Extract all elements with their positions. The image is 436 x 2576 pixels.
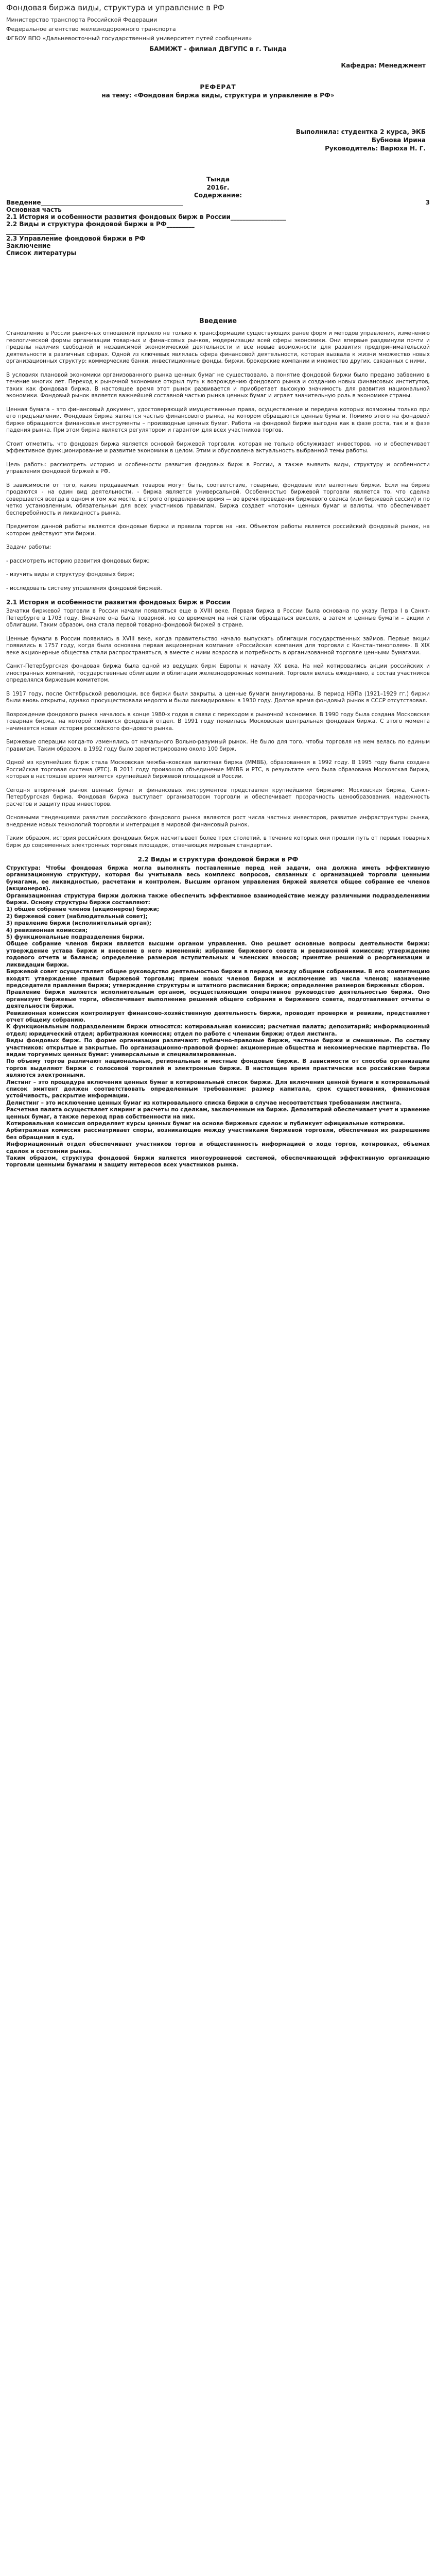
paragraph: В 1917 году, после Октябрьской революции, все биржи были закрыты, а ценные бумаги аннулированы. В период НЭПа (1921–1929 гг.) биржи были вновь открыты, однако просуществовали недолго и были ликвидированы в 1930 году. Долгое время фондовый рынок в СССР отсутствовал.	[6, 690, 430, 704]
paragraph: Задачи работы:	[6, 544, 51, 550]
toc-entry-text: Введение______________________________________________	[6, 199, 183, 206]
intro-body	[6, 330, 430, 592]
year: 2016г.	[206, 184, 230, 191]
paragraph: Котировальная комиссия определяет курсы ценных бумаг на основе биржевых сделок и публикует официальные котировки.	[6, 1121, 405, 1127]
paragraph: Информационный отдел обеспечивает участников торгов и общественность информацией о ходе торгов, котировках, объемах сделок и состоянии рынка.	[6, 1141, 430, 1155]
paragraph: Таким образом, история российских фондовых бирж насчитывает более трех столетий, в течение которых они прошли путь от первых товарных бирж до современных электронных торговых площадок, отвечающих мировым стандартам.	[6, 835, 430, 849]
toc-entry-text: 2.1 История и особенности развития фондовых бирж в России__________________	[6, 213, 286, 221]
paragraph: По объему торгов различают национальные, региональные и местные фондовые биржи. В зависимости от способа организации торгов выделяют биржи с голосовой торговлей и электронные биржи. В настоящее время практически все российские биржи являются электронными.	[6, 1058, 430, 1079]
paragraph: - исследовать систему управления фондовой биржей.	[6, 585, 162, 591]
paragraph: Становление в России рыночных отношений привело не только к трансформации существующих ранее форм и методов управления, изменению геологической формы организации товарных и финансовых рынков, модернизации всей сферы экономики. Они впервые раздвинули почти и пределы наличия свободной и независимой экономической деятельности и все новые возможности для развития предпринимательской деятельности в различных сферах. Одной из ключевых являлась сфера финансовой деятельности, которая вызвала к жизни множество новых организационных структур: коммерческие банки, инвестиционные фонды, биржи, брокерские компании и множество других, связанных с ними.	[6, 330, 430, 364]
document-topic: на тему: «Фондовая биржа виды, структура и управление в РФ»	[101, 92, 335, 99]
toc-entry-text: Список литературы	[6, 249, 77, 257]
toc-row	[6, 213, 430, 221]
toc-row	[6, 206, 430, 213]
section2-body	[6, 865, 430, 1169]
paragraph: Предметом данной работы являются фондовые биржи и правила торгов на них. Объектом работы является российский фондовый рынок, на котором действуют эти биржи.	[6, 523, 430, 537]
paragraph: 3) правление биржи (исполнительный орган);	[6, 920, 152, 927]
toc-row	[6, 242, 430, 249]
toc-entry-text: 2.2 Виды и структура фондовой биржи в РФ_________	[6, 221, 195, 228]
toc-entry-page: 3	[425, 199, 430, 206]
paragraph: Цель работы: рассмотреть историю и особенности развития фондовых бирж в России, а также выявить виды, структуру и особенности управления фондовой биржей в РФ.	[6, 461, 430, 474]
paragraph: Листинг – это процедура включения ценных бумаг в котировальный список биржи. Для включения ценной бумаги в котировальный список эмитент должен соответствовать определенным требованиям: размер капитала, срок существования, финансовая устойчивость, раскрытие информации.	[6, 1079, 430, 1099]
paragraph: Правление биржи является исполнительным органом, осуществляющим оперативное руководство деятельностью биржи. Оно организует биржевые торги, обеспечивает выполнение решений общего собрания и биржевого совета, подготавливает отчеты о деятельности биржи.	[6, 989, 430, 1010]
toc-entry-text: Заключение	[6, 242, 51, 249]
paragraph: Общее собрание членов биржи является высшим органом управления. Оно решает основные вопросы деятельности биржи: утверждение устава биржи и внесение в него изменений; избрание биржевого совета и ревизионной комиссии; утверждение годового отчета и баланса; определение размеров вступительных и членских взносов; принятие решений о реорганизации и ликвидации биржи.	[6, 941, 430, 968]
paragraph: Ревизионная комиссия контролирует финансово-хозяйственную деятельность биржи, проводит проверки и ревизии, представляет отчет общему собранию.	[6, 1010, 430, 1023]
agency-line: Федеральное агентство железнодорожного транспорта	[6, 26, 176, 32]
paragraph: Зачатки биржевой торговли в России начали появляться еще в XVIII веке. Первая биржа в России была основана по указу Петра I в Санкт-Петербурге в 1703 году. Вначале она была товарной, но со временем на ней стали обращаться векселя, а затем и ценные бумаги – акции и облигации. Таким образом, она стала первой товарно-фондовой биржей в стране.	[6, 608, 430, 628]
paragraph: Расчетная палата осуществляет клиринг и расчеты по сделкам, заключенным на бирже. Депозитарий обеспечивает учет и хранение ценных бумаг, а также переход прав собственности на них.	[6, 1107, 430, 1120]
section1-body	[6, 608, 430, 849]
paragraph: 1) общее собрание членов (акционеров) биржи;	[6, 906, 160, 913]
department-line: Кафедра: Менеджмент	[341, 62, 426, 69]
paragraph: В условиях плановой экономики организованного рынка ценных бумаг не существовало, а понятие фондовой биржи было предано забвению в течение многих лет. Переход к рыночной экономике открыл путь к возрождению фондового рынка и созданию новых финансовых институтов, таких как фондовая биржа. В настоящее время этот рынок развивается и приобретает высокую значимость для развития национальной экономики. Фондовый рынок является важнейшей составной частью рынка ценных бумаг и играет значительную роль в экономике страны.	[6, 371, 430, 399]
branch-line: БАМИЖТ - филиал ДВГУПС в г. Тында	[149, 45, 287, 53]
paragraph: Одной из крупнейших бирж стала Московская межбанковская валютная биржа (ММВБ), образованная в 1992 году. В 1995 году была создана Российская торговая система (РТС). В 2011 году произошло объединение ММВБ и РТС, в результате чего была образована Московская биржа, которая в настоящее время является крупнейшей биржевой площадкой в России.	[6, 759, 430, 779]
paragraph: В зависимости от того, какие продаваемых товаров могут быть, соответствие, товарные, фондовые или валютные биржи. Если на бирже продаются - на один вид деятельности, - биржа является универсальной. Особенностью биржевой торговли является то, что сделка совершается всегда в одном и том же месте, в строго определенное время — во время проведения биржевого сеанса (или биржевой сессии) и по четко установленным, обязательным для всех участников правилам. Биржа создает «потоки» ценных бумаг и валюты, что обеспечивает бесперебойность и ликвидность рынка.	[6, 482, 430, 516]
paragraph: К функциональным подразделениям биржи относятся: котировальная комиссия; расчетная палата; депозитарий; информационный отдел; юридический отдел; арбитражная комиссия; отдел по работе с членами биржи; отдел листинга.	[6, 1024, 430, 1037]
paragraph: Организационная структура биржи должна также обеспечить эффективное взаимодействие между различными подразделениями биржи. Основу структуры биржи составляют:	[6, 892, 430, 906]
table-of-contents	[6, 192, 430, 257]
paragraph: Сегодня вторичный рынок ценных бумаг и финансовых инструментов представлен крупнейшими биржами: Московская биржа, Санкт-Петербургская биржа. Фондовая биржа выступает организатором торговли и обеспечивает прозрачность ценообразования, надежность расчетов и защиту прав инвесторов.	[6, 787, 430, 807]
city: Тында	[206, 176, 230, 183]
paragraph: Арбитражная комиссия рассматривает споры, возникающие между участниками биржевой торговли, обеспечивая их разрешение без обращения в суд.	[6, 1127, 430, 1141]
document-type: РЕФЕРАТ	[200, 83, 236, 91]
paragraph: Санкт-Петербургская фондовая биржа была одной из ведущих бирж Европы к началу XX века. На ней котировались акции российских и иностранных компаний, государственные облигации и облигации железнодорожных компаний. Торговля велась ежедневно, а состав участников определялся биржевым комитетом.	[6, 663, 430, 683]
paragraph: Возрождение фондового рынка началось в конце 1980-х годов в связи с переходом к рыночной экономике. В 1990 году была создана Московская товарная биржа, на которой появился фондовый отдел. В 1991 году появилась Московская центральная фондовая биржа. С этого момента начинается новая история российского фондового рынка.	[6, 711, 430, 732]
paragraph: Ценные бумаги в России появились в XVIII веке, когда правительство начало выпускать облигации государственных займов. Первые акции появились в 1757 году, когда была основана первая акционерная компания «Российская компания для торговли с Константинополем». В XIX веке акционерные общества стали распространяться, а вместе с ними возросла и потребность в организованной торговле ценными бумагами.	[6, 635, 430, 656]
intro-heading: Введение	[199, 317, 237, 325]
ministry-line: Министерство транспорта Российской Федерации	[6, 16, 158, 23]
paragraph: Основными тенденциями развития российского фондового рынка являются рост числа частных инвесторов, развитие инфраструктуры рынка, внедрение новых технологий торговли и интеграция в мировой финансовый рынок.	[6, 815, 430, 828]
university-line: ФГБОУ ВПО «Дальневосточный государственный университет путей сообщения»	[6, 35, 252, 42]
paragraph: Виды фондовых бирж. По форме организации различают: публично-правовые биржи, частные биржи и смешанные. По составу участников: открытые и закрытые. По организационно-правовой форме: акционерные общества и некоммерческие партнерства. По видам торгуемых ценных бумаг: универсальные и специализированные.	[6, 1038, 430, 1058]
toc-row	[6, 228, 430, 235]
toc-row	[6, 199, 430, 206]
paragraph: 4) ревизионная комиссия;	[6, 927, 88, 934]
toc-row	[6, 235, 430, 242]
paragraph: Стоит отметить, что фондовая биржа является основой биржевой торговли, которая не только обслуживает инвесторов, но и обеспечивает эффективное функционирование и развитие экономики в целом. Этим и обусловлена актуальность выбранной темы работы.	[6, 440, 430, 454]
paragraph: Структура: Чтобы фондовая биржа могла выполнять поставленные перед ней задачи, она должна иметь эффективную организационную структуру, которая бы учитывала весь комплекс вопросов, связанных с организацией торговли ценными бумагами, ее ликвидностью, расчетами и контролем. Высшим органом управления биржей является общее собрание ее членов (акционеров).	[6, 865, 430, 892]
city-block	[6, 175, 430, 192]
author-name: Бубнова Ирина	[371, 137, 426, 144]
section2-heading: 2.2 Виды и структура фондовой биржи в РФ	[137, 856, 299, 863]
paragraph: Биржевой совет осуществляет общее руководство деятельностью биржи в период между общими собраниями. В его компетенцию входят: утверждение правил биржевой торговли; прием новых членов биржи и исключение из числа членов; назначение председателя правления биржи; утверждение структуры и штатного расписания биржи; определение размеров биржевых сборов.	[6, 969, 430, 989]
paragraph: 5) функциональные подразделения биржи.	[6, 934, 145, 941]
paragraph: Делистинг – это исключение ценных бумаг из котировального списка биржи в случае несоответствия требованиям листинга.	[6, 1099, 402, 1106]
paragraph: Биржевые операции когда-то изменялись от начального Вольно-разумный рынок. Не было для того, чтобы торговля на нем велась по единым правилам. Таким образом, в 1992 году было зарегистрировано около 100 бирж.	[6, 739, 430, 752]
toc-entry-text: Основная часть	[6, 206, 62, 213]
author-block	[6, 128, 426, 152]
document-title: Фондовая биржа виды, структура и управление в РФ	[6, 3, 224, 12]
toc-heading: Содержание:	[194, 192, 242, 199]
supervisor-line: Руководитель: Варюха Н. Г.	[325, 145, 426, 152]
paragraph: 2) биржевой совет (наблюдательный совет);	[6, 913, 148, 920]
section1-heading: 2.1 История и особенности развития фондовых бирж в России	[6, 599, 231, 606]
author-line: Выполнила: студентка 2 курса, ЭКБ	[295, 128, 426, 135]
toc-rows	[6, 199, 430, 257]
paragraph: - изучить виды и структуру фондовых бирж;	[6, 571, 135, 578]
toc-row	[6, 249, 430, 257]
toc-entry-text: ________________	[6, 228, 56, 235]
paragraph: Таким образом, структура фондовой биржи является многоуровневой системой, обеспечивающей эффективную организацию торговли ценными бумагами и защиту интересов всех участников рынка.	[6, 1155, 430, 1168]
toc-row	[6, 221, 430, 228]
paragraph: - рассмотреть историю развития фондовых бирж;	[6, 557, 150, 564]
paragraph: Ценная бумага – это финансовый документ, удостоверяющий имущественные права, осуществление и передача которых возможны только при его предъявлении. Фондовая биржа является частью финансового рынка, на котором обращаются ценные бумаги. Помимо этого на фондовой бирже обращаются финансовые инструменты – производные ценных бумаг. Работа на фондовой бирже выгодна как в фазе роста, так и в фазе падения рынка. При этом биржа является регулятором и гарантом для всех участников торгов.	[6, 406, 430, 433]
toc-entry-text: 2.3 Управление фондовой биржи в РФ	[6, 235, 146, 242]
